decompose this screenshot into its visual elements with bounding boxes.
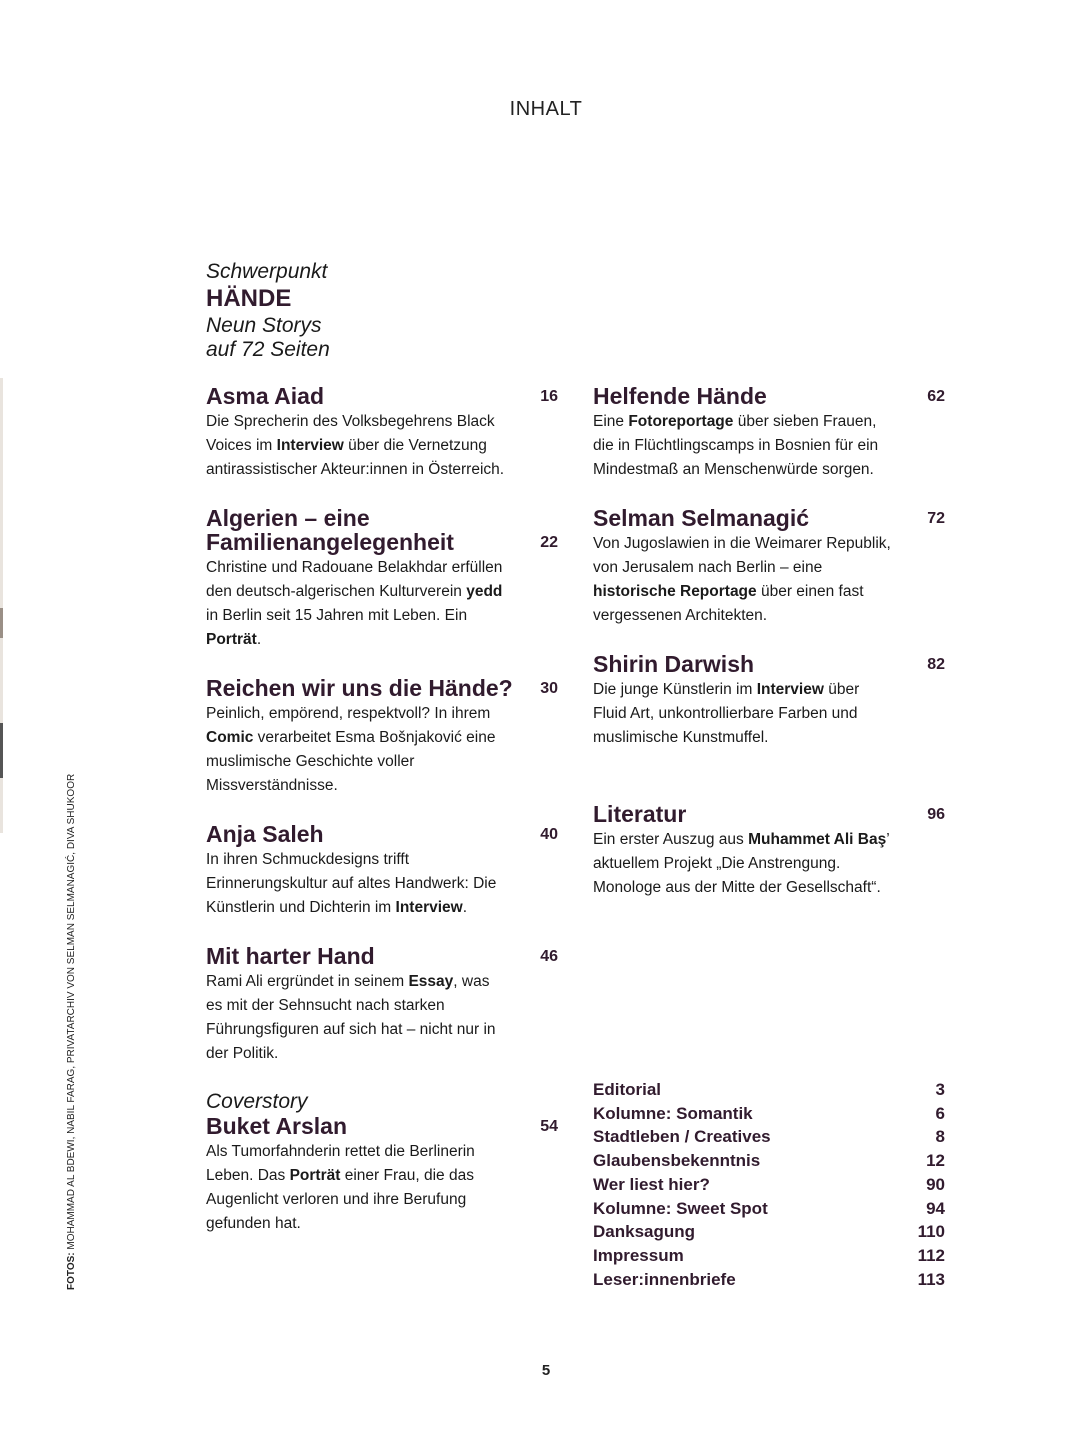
description-text: über einen fast vergessenen Architekten.	[593, 583, 864, 624]
photo-credits-text: MOHAMMAD AL BDEWI, NABIL FARAG, PRIVATARCHIV VON SELMAN SELMANAGIĆ, DIVA SHUKOOR	[66, 773, 77, 1253]
focus-block	[206, 260, 330, 362]
description-text: in Berlin seit 15 Jahren mit Leben. Ein	[206, 607, 468, 624]
toc-misc-item[interactable]	[593, 1102, 945, 1126]
description-highlight: Muhammet Ali Baş	[748, 831, 887, 848]
toc-entry[interactable]	[593, 802, 945, 900]
description-text: , was es mit der Sehnsucht nach starken Führungsfiguren auf sich hat – nicht nur in der Politik.	[206, 973, 496, 1062]
toc-misc-item[interactable]	[593, 1268, 945, 1292]
toc-entry[interactable]	[206, 822, 558, 920]
toc-misc-label: Glaubensbekenntnis	[593, 1151, 761, 1171]
toc-misc-label: Kolumne: Somantik	[593, 1103, 753, 1123]
toc-misc-page-number: 90	[926, 1174, 945, 1194]
toc-entry[interactable]	[206, 676, 558, 798]
toc-entry-description	[206, 702, 506, 798]
description-highlight: Essay	[408, 973, 454, 990]
description-text: Ein erster Auszug aus	[593, 831, 749, 848]
toc-misc-item[interactable]	[593, 1078, 945, 1102]
description-text: .	[462, 899, 468, 916]
toc-entry-description	[206, 556, 506, 652]
focus-kicker: Schwerpunkt	[206, 260, 328, 283]
toc-entry-page-number: 82	[927, 656, 945, 673]
description-highlight: Porträt	[206, 631, 257, 648]
description-text: Die Sprecherin des Volksbegehrens Black Voices im	[206, 413, 495, 454]
description-highlight: historische Reportage	[593, 583, 757, 600]
description-text: ’ aktuellem Projekt „Die Anstrengung. Monologe aus der Mitte der Gesellschaft“.	[593, 831, 890, 896]
toc-misc-label: Impressum	[593, 1245, 684, 1265]
toc-misc-label: Danksagung	[593, 1222, 696, 1242]
toc-entry[interactable]	[206, 384, 558, 482]
toc-left-column	[206, 384, 558, 1260]
description-text: über sieben Frauen, die in Flüchtlingscamps in Bosnien für ein Mindestmaß an Menschenwürde sorgen.	[593, 413, 879, 478]
toc-misc-label: Kolumne: Sweet Spot	[593, 1198, 768, 1218]
toc-entry-page-number: 72	[927, 510, 945, 527]
toc-misc-item[interactable]	[593, 1125, 945, 1149]
toc-misc-page-number: 6	[935, 1103, 945, 1123]
toc-entry-title: Literatur	[593, 801, 687, 827]
description-text: Die junge Künstlerin im	[593, 681, 757, 698]
description-text: .	[256, 631, 262, 648]
description-highlight: Fotoreportage	[628, 413, 734, 430]
image-edge-dark-band	[0, 723, 3, 778]
toc-entry-description	[593, 532, 893, 628]
page-number: 5	[541, 1362, 551, 1379]
toc-misc-label: Stadtleben / Creatives	[593, 1127, 771, 1147]
toc-entry-page-number: 54	[540, 1118, 558, 1135]
toc-entry-page-number: 96	[927, 806, 945, 823]
toc-misc-item[interactable]	[593, 1173, 945, 1197]
toc-misc-item[interactable]	[593, 1220, 945, 1244]
toc-misc-label: Leser:innenbriefe	[593, 1269, 736, 1289]
photo-credits-label: FOTOS:	[66, 1252, 77, 1290]
toc-entry-description	[206, 970, 506, 1066]
cover-image-edge	[0, 378, 3, 833]
description-text: einer Frau, die das Augenlicht verloren und ihre Berufung gefunden hat.	[206, 1167, 474, 1232]
description-text: Von Jugoslawien in die Weimarer Republik, von Jerusalem nach Berlin – eine	[593, 535, 891, 576]
toc-misc-page-number: 110	[917, 1222, 945, 1242]
toc-entry-description	[593, 410, 893, 482]
description-text: Christine und Radouane Belakhdar erfüllen den deutsch-algerischen Kulturverein	[206, 559, 503, 600]
description-highlight: Interview	[756, 681, 824, 698]
toc-misc-item[interactable]	[593, 1197, 945, 1221]
image-edge-mid-band	[0, 608, 3, 638]
toc-entry-page-number: 30	[540, 680, 558, 697]
toc-misc-label: Editorial	[593, 1080, 662, 1099]
toc-entry[interactable]	[593, 652, 945, 750]
toc-misc-page-number: 113	[917, 1269, 945, 1289]
description-text: Peinlich, empörend, respektvoll? In ihrem	[206, 705, 491, 722]
toc-entry-title: Anja Saleh	[206, 821, 324, 847]
toc-misc-page-number: 8	[935, 1127, 945, 1147]
description-text: In ihren Schmuckdesigns trifft Erinnerungskultur auf altes Handwerk: Die Künstlerin und Dichterin im	[206, 851, 497, 916]
description-highlight: Porträt	[289, 1167, 341, 1184]
toc-entry-title: Helfende Hände	[593, 383, 767, 409]
page-title: INHALT	[509, 98, 583, 120]
description-text: Rami Ali ergründet in seinem	[206, 973, 409, 990]
focus-sub-line-2: auf 72 Seiten	[206, 338, 330, 361]
toc-entry-title: Asma Aiad	[206, 383, 325, 409]
toc-entry-page-number: 46	[540, 948, 558, 965]
toc-entry-page-number: 62	[927, 388, 945, 405]
toc-entry-title: Algerien – eine Familienangelegenheit	[206, 505, 454, 555]
toc-entry-description	[206, 1140, 506, 1236]
toc-misc-page-number: 112	[917, 1245, 945, 1265]
description-text: über die Vernetzung antirassistischer Akteur:innen in Österreich.	[206, 437, 505, 478]
description-highlight: yedd	[466, 583, 503, 600]
toc-misc-page-number: 3	[935, 1080, 945, 1099]
toc-entry-page-number: 22	[540, 534, 558, 551]
photo-credits	[66, 773, 77, 1290]
toc-entry-description	[206, 410, 506, 482]
toc-entry[interactable]	[206, 944, 558, 1066]
toc-entry[interactable]	[593, 384, 945, 482]
toc-entry[interactable]	[206, 1090, 558, 1236]
description-text: Eine	[593, 413, 629, 430]
toc-entry[interactable]	[206, 506, 558, 652]
toc-entry-description	[593, 678, 893, 750]
toc-entry-description	[206, 848, 506, 920]
toc-entry-title: Buket Arslan	[206, 1113, 348, 1139]
toc-misc-item[interactable]	[593, 1244, 945, 1268]
toc-entry-title: Mit harter Hand	[206, 943, 375, 969]
toc-misc-page-number: 12	[926, 1151, 945, 1171]
toc-entry-title: Shirin Darwish	[593, 651, 755, 677]
description-highlight: Interview	[395, 899, 463, 916]
toc-misc-item[interactable]	[593, 1149, 945, 1173]
description-text: Als Tumorfahnderin rettet die Berlinerin Leben. Das	[206, 1143, 475, 1184]
description-text: über Fluid Art, unkontrollierbare Farben und muslimische Kunstmuffel.	[593, 681, 860, 746]
description-highlight: Interview	[276, 437, 344, 454]
description-highlight: Comic	[206, 729, 254, 746]
toc-misc-page-number: 94	[926, 1198, 945, 1218]
focus-headline: HÄNDE	[206, 285, 292, 312]
toc-entry-page-number: 40	[540, 826, 558, 843]
toc-misc-label: Wer liest hier?	[593, 1174, 710, 1194]
toc-entry-description	[593, 828, 893, 900]
description-text: verarbeitet Esma Bošnjaković eine muslimische Geschichte voller Missverständnisse.	[206, 729, 496, 794]
toc-entry-title: Reichen wir uns die Hände?	[206, 675, 513, 701]
focus-sub-line-1: Neun Storys	[206, 314, 322, 337]
toc-entry-page-number: 16	[540, 388, 558, 405]
toc-entry[interactable]	[593, 506, 945, 628]
toc-misc-list	[593, 1078, 945, 1291]
toc-entry-kicker: Coverstory	[206, 1090, 308, 1113]
toc-entry-title: Selman Selmanagić	[593, 505, 810, 531]
toc-right-column	[593, 384, 945, 924]
